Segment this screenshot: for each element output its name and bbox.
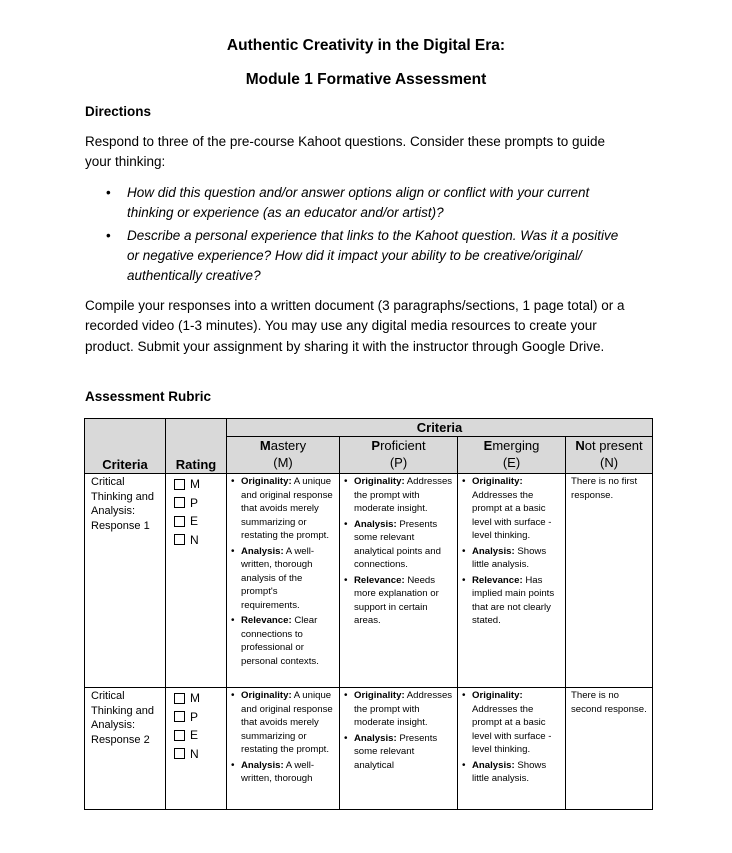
assessment-rubric-table: [84, 418, 653, 810]
checkbox-icon: [174, 748, 185, 759]
level-emerging-header: Emerging (E): [458, 437, 566, 474]
criteria-column-header: Criteria: [85, 419, 166, 474]
criteria-levels-header: Criteria: [227, 419, 653, 437]
criteria-cell: Critical Thinking and Analysis: Response 1: [85, 474, 166, 688]
mastery-descriptor: • Originality: A unique and original response that avoids merely summarizing or restating the prompt. • Analysis: A well-written, thorough: [227, 688, 340, 810]
rating-checkbox-m[interactable]: M: [174, 689, 226, 708]
document-subtitle: Module 1 Formative Assessment: [245, 71, 487, 88]
rating-options: [166, 688, 227, 810]
mastery-descriptor: • Originality: A unique and original response that avoids merely summarizing or restating the prompt. • Analysis: A well-written, thorough analysis of the prompt's requirements. • Relevance: Clear connections to professional or personal contexts.: [227, 474, 340, 688]
document-title: Authentic Creativity in the Digital Era:: [226, 37, 506, 54]
not-present-descriptor: There is no first response.: [566, 474, 653, 688]
proficient-descriptor: • Originality: Addresses the prompt with moderate insight. • Analysis: Presents some relevant analytical points and connections. • Relevance: Needs more explanation or support in certain areas.: [340, 474, 458, 688]
directions-intro: Respond to three of the pre-course Kahoot questions. Consider these prompts to guide your thinking:: [85, 134, 606, 170]
level-not-present-header: Not present (N): [566, 437, 653, 474]
rubric-row: [85, 688, 653, 810]
level-mastery-header: Mastery (M): [227, 437, 340, 474]
rating-checkbox-p[interactable]: P: [174, 708, 226, 727]
checkbox-icon: [174, 534, 185, 545]
rating-column-header: Rating: [166, 419, 227, 474]
checkbox-icon: [174, 479, 185, 490]
prompt-item: • How did this question and/or answer options align or conflict with your current thinking or experience (as an educator and/or artist)?: [106, 183, 626, 224]
prompt-item: • Describe a personal experience that links to the Kahoot question. Was it a positive or negative experience? How did it impact your ability to be creative/original/ authentically creative?: [106, 226, 626, 287]
directions-instructions: Compile your responses into a written document (3 paragraphs/sections, 1 page total) or a recorded video (1-3 minutes). You may use any digital media resources to create your product. Submit your assignment by sharing it with the instructor through Google Drive.: [85, 298, 625, 354]
rating-checkbox-e[interactable]: E: [174, 512, 226, 531]
rating-checkbox-p[interactable]: P: [174, 494, 226, 513]
criteria-cell: Critical Thinking and Analysis: Response 2: [85, 688, 166, 810]
rating-checkbox-e[interactable]: E: [174, 726, 226, 745]
emerging-descriptor: • Originality: Addresses the prompt at a basic level with surface -level thinking. • Analysis: Shows little analysis.: [458, 688, 566, 810]
rubric-row: [85, 474, 653, 688]
prompt-list: [106, 183, 626, 288]
rating-options: [166, 474, 227, 688]
checkbox-icon: [174, 516, 185, 527]
checkbox-icon: [174, 693, 185, 704]
rating-checkbox-m[interactable]: M: [174, 475, 226, 494]
rubric-heading: Assessment Rubric: [85, 389, 212, 404]
checkbox-icon: [174, 497, 185, 508]
rating-checkbox-n[interactable]: N: [174, 745, 226, 764]
rating-checkbox-n[interactable]: N: [174, 531, 226, 550]
directions-heading: Directions: [85, 104, 152, 119]
checkbox-icon: [174, 711, 185, 722]
checkbox-icon: [174, 730, 185, 741]
not-present-descriptor: There is no second response.: [566, 688, 653, 810]
level-proficient-header: Proficient (P): [340, 437, 458, 474]
emerging-descriptor: • Originality: Addresses the prompt at a basic level with surface -level thinking. • Analysis: Shows little analysis. • Relevance: Has implied main points that are not clearly stated.: [458, 474, 566, 688]
proficient-descriptor: • Originality: Addresses the prompt with moderate insight. • Analysis: Presents some relevant analytical: [340, 688, 458, 810]
